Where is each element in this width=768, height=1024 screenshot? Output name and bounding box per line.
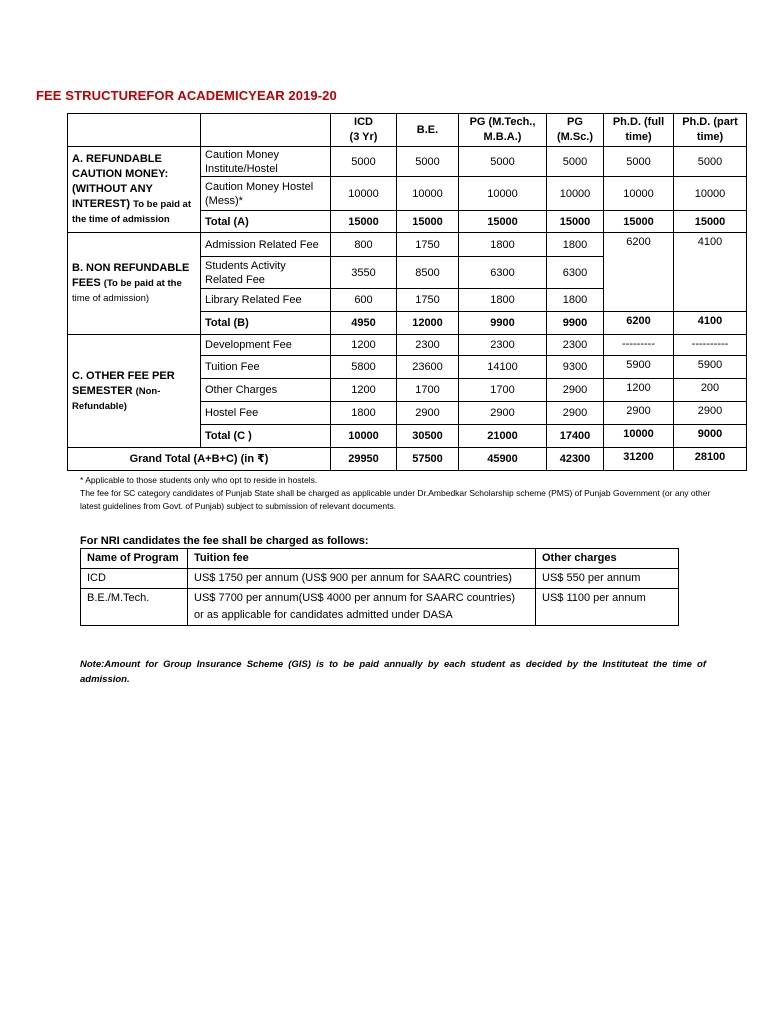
cell-value: 1750 — [397, 289, 459, 312]
cell-value: 1800 — [547, 233, 604, 257]
header-phd-full: Ph.D. (full time) — [604, 114, 674, 147]
cell-value: 15000 — [547, 211, 604, 233]
cell-value: 2900 — [547, 402, 604, 425]
table-row — [68, 233, 747, 257]
cell-value: 1200 — [331, 335, 397, 356]
row-label: Total (B) — [201, 312, 331, 335]
row-label: Hostel Fee — [201, 402, 331, 425]
cell-value: 10000 — [604, 425, 674, 448]
cell-value: 1800 — [547, 289, 604, 312]
cell-value: 9900 — [547, 312, 604, 335]
hostel-footnote: * Applicable to those students only who opt to reside in hostels. — [80, 475, 318, 485]
cell-value: 21000 — [459, 425, 547, 448]
nri-header-other: Other charges — [536, 549, 679, 569]
nri-program: ICD — [81, 569, 188, 589]
cell-value: 5000 — [331, 147, 397, 177]
section-a-label: A. REFUNDABLE CAUTION MONEY: (WITHOUT ANY INTEREST) To be paid at the time of admission — [68, 147, 201, 233]
cell-value: 15000 — [331, 211, 397, 233]
cell-value: 1700 — [397, 379, 459, 402]
header-blank — [201, 114, 331, 147]
cell-value: 9900 — [459, 312, 547, 335]
cell-value: 15000 — [459, 211, 547, 233]
cell-value: 31200 — [604, 448, 674, 471]
row-label: Other Charges — [201, 379, 331, 402]
cell-value: 57500 — [397, 448, 459, 471]
cell-value: 42300 — [547, 448, 604, 471]
cell-value: 5000 — [547, 147, 604, 177]
cell-value: 5000 — [459, 147, 547, 177]
cell-value: 800 — [331, 233, 397, 257]
cell-value: 6200 — [604, 312, 674, 335]
cell-value: 30500 — [397, 425, 459, 448]
cell-value: 10000 — [604, 177, 674, 211]
footnotes — [80, 474, 720, 513]
page-title: FEE STRUCTUREFOR ACADEMICYEAR 2019-20 — [36, 88, 337, 103]
cell-value: 17400 — [547, 425, 604, 448]
cell-value: 4100 — [674, 233, 747, 312]
grand-total-row — [68, 448, 747, 471]
row-label: Total (A) — [201, 211, 331, 233]
table-row — [81, 569, 679, 589]
row-label: Library Related Fee — [201, 289, 331, 312]
nri-tuition: US$ 7700 per annum(US$ 4000 per annum for SAARC countries) or as applicable for candidates admitted under DASA — [188, 589, 536, 626]
cell-value: 9000 — [674, 425, 747, 448]
cell-value: 5000 — [397, 147, 459, 177]
cell-value: 6300 — [459, 257, 547, 289]
cell-value: 15000 — [604, 211, 674, 233]
grand-total-label: Grand Total (A+B+C) (in ₹) — [68, 448, 331, 471]
table-row — [68, 147, 747, 177]
cell-value: 10000 — [331, 177, 397, 211]
cell-value: 12000 — [397, 312, 459, 335]
nri-fee-table — [80, 548, 679, 626]
cell-value: 8500 — [397, 257, 459, 289]
cell-value: 10000 — [459, 177, 547, 211]
header-be: B.E. — [397, 114, 459, 147]
header-phd-part: Ph.D. (part time) — [674, 114, 747, 147]
cell-value: 1200 — [604, 379, 674, 402]
section-c-label: C. OTHER FEE PER SEMESTER (Non- Refundable) — [68, 335, 201, 448]
nri-other-charges: US$ 550 per annum — [536, 569, 679, 589]
header-pg-msc: PG (M.Sc.) — [547, 114, 604, 147]
cell-value: 1800 — [459, 289, 547, 312]
cell-value: ---------- — [674, 335, 747, 356]
row-label: Caution Money Institute/Hostel — [201, 147, 331, 177]
nri-tuition: US$ 1750 per annum (US$ 900 per annum for SAARC countries) — [188, 569, 536, 589]
cell-value: 10000 — [674, 177, 747, 211]
cell-value: 3550 — [331, 257, 397, 289]
nri-program: B.E./M.Tech. — [81, 589, 188, 626]
row-label: Tuition Fee — [201, 356, 331, 379]
cell-value: 2900 — [547, 379, 604, 402]
cell-value: 1750 — [397, 233, 459, 257]
header-icd: ICD (3 Yr) — [331, 114, 397, 147]
cell-value: 200 — [674, 379, 747, 402]
row-label: Admission Related Fee — [201, 233, 331, 257]
cell-value: 29950 — [331, 448, 397, 471]
section-b-label: B. NON REFUNDABLE FEES (To be paid at the time of admission) — [68, 233, 201, 335]
cell-value: 2900 — [604, 402, 674, 425]
table-row — [68, 335, 747, 356]
cell-value: 14100 — [459, 356, 547, 379]
cell-value: 2900 — [459, 402, 547, 425]
row-label: Caution Money Hostel (Mess)* — [201, 177, 331, 211]
fee-structure-table — [67, 113, 747, 471]
cell-value: 5000 — [674, 147, 747, 177]
row-label: Development Fee — [201, 335, 331, 356]
cell-value: 6200 — [604, 233, 674, 312]
header-blank — [68, 114, 201, 147]
nri-header-row — [81, 549, 679, 569]
cell-value: 10000 — [331, 425, 397, 448]
cell-value: 4950 — [331, 312, 397, 335]
cell-value: 5800 — [331, 356, 397, 379]
cell-value: --------- — [604, 335, 674, 356]
cell-value: 45900 — [459, 448, 547, 471]
cell-value: 6300 — [547, 257, 604, 289]
row-label: Total (C ) — [201, 425, 331, 448]
cell-value: 2900 — [674, 402, 747, 425]
cell-value: 2300 — [397, 335, 459, 356]
cell-value: 600 — [331, 289, 397, 312]
gis-note: Note:Amount for Group Insurance Scheme (GIS) is to be paid annually by each student as decided by the Instituteat the time of admission. — [80, 659, 706, 685]
cell-value: 5000 — [604, 147, 674, 177]
cell-value: 28100 — [674, 448, 747, 471]
cell-value: 1700 — [459, 379, 547, 402]
nri-header-program: Name of Program — [81, 549, 188, 569]
header-pg-mtech: PG (M.Tech., M.B.A.) — [459, 114, 547, 147]
cell-value: 4100 — [674, 312, 747, 335]
cell-value: 2300 — [547, 335, 604, 356]
header-row — [68, 114, 747, 147]
cell-value: 10000 — [547, 177, 604, 211]
cell-value: 1200 — [331, 379, 397, 402]
cell-value: 15000 — [674, 211, 747, 233]
cell-value: 5900 — [674, 356, 747, 379]
cell-value: 5900 — [604, 356, 674, 379]
cell-value: 9300 — [547, 356, 604, 379]
sc-category-footnote: The fee for SC category candidates of Punjab State shall be charged as applicable under Dr.Ambedkar Scholarship scheme (PMS) of Punjab Government (or any other latest guidelines from Govt. of Punjab) subject to submission of relevant documents. — [80, 488, 711, 511]
cell-value: 2300 — [459, 335, 547, 356]
cell-value: 10000 — [397, 177, 459, 211]
cell-value: 15000 — [397, 211, 459, 233]
cell-value: 2900 — [397, 402, 459, 425]
cell-value: 1800 — [331, 402, 397, 425]
nri-heading: For NRI candidates the fee shall be charged as follows: — [80, 535, 369, 547]
cell-value: 1800 — [459, 233, 547, 257]
nri-other-charges: US$ 1100 per annum — [536, 589, 679, 626]
row-label: Students Activity Related Fee — [201, 257, 331, 289]
table-row — [81, 589, 679, 626]
nri-header-tuition: Tuition fee — [188, 549, 536, 569]
cell-value: 23600 — [397, 356, 459, 379]
